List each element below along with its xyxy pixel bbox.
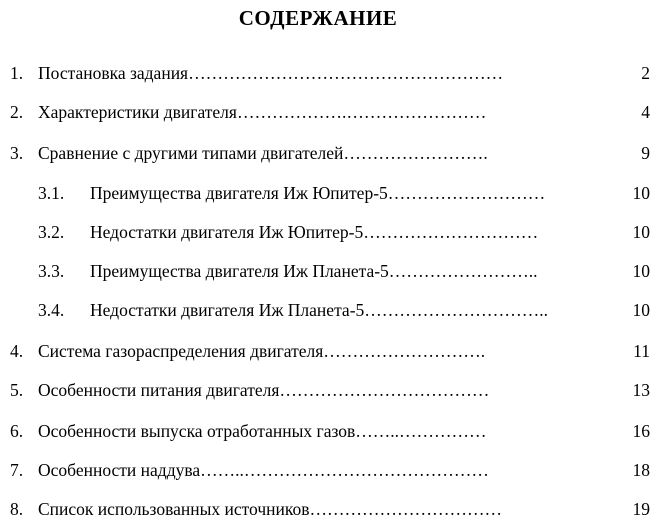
- toc-entry-number: 3.: [10, 143, 24, 163]
- toc-entry-number: 4.: [10, 341, 24, 361]
- toc-entry-page: 4: [641, 102, 650, 122]
- toc-entry-number: 6.: [10, 421, 24, 441]
- toc-entry-number: 7.: [10, 460, 24, 480]
- toc-entry-title: Недостатки двигателя Иж Юпитер-5…………………………: [90, 222, 539, 242]
- toc-entry-3-4: [0, 298, 666, 322]
- toc-entry-page: 10: [632, 300, 650, 320]
- toc-entry-2: [0, 100, 666, 124]
- page-title: СОДЕРЖАНИЕ: [238, 6, 398, 30]
- toc-entry-3: [0, 141, 666, 165]
- toc-entry-title: Преимущества двигателя Иж Юпитер-5………………………: [90, 183, 546, 203]
- toc-entry-page: 19: [632, 499, 650, 519]
- toc-entry-page: 2: [641, 63, 650, 83]
- toc-entry-number: 3.3.: [38, 261, 65, 281]
- toc-entry-title: Особенности питания двигателя………………………………: [38, 380, 490, 400]
- toc-entry-title: Недостатки двигателя Иж Планета-5…………………………..: [90, 300, 549, 320]
- toc-entry-page: 10: [632, 183, 650, 203]
- toc-entry-3-2: [0, 220, 666, 244]
- toc-entry-number: 5.: [10, 380, 24, 400]
- toc-entry-3-1: [0, 181, 666, 205]
- toc-entry-title: Система газораспределения двигателя……………………….: [38, 341, 486, 361]
- toc-entry-title: Преимущества двигателя Иж Планета-5……………………..: [90, 261, 538, 281]
- toc-entry-title: Особенности выпуска отработанных газов……..……………: [38, 421, 487, 441]
- toc-entry-title: Особенности наддува……..……………………………………: [38, 460, 489, 480]
- toc-entry-3-3: [0, 259, 666, 283]
- toc-entry-number: 8.: [10, 499, 24, 519]
- toc-entry-page: 9: [641, 143, 650, 163]
- toc-entry-page: 13: [632, 380, 650, 400]
- toc-entry-page: 11: [633, 341, 650, 361]
- toc-entry-number: 3.4.: [38, 300, 65, 320]
- toc-entry-title: Постановка задания………………………………………………: [38, 63, 504, 83]
- toc-entry-8: [0, 497, 666, 521]
- toc-entry-page: 10: [632, 222, 650, 242]
- toc-entry-7: [0, 458, 666, 482]
- toc-entry-5: [0, 378, 666, 402]
- toc-entry-4: [0, 339, 666, 363]
- toc-entry-title: Характеристики двигателя……………….……………………: [38, 102, 487, 122]
- toc-entry-page: 16: [632, 421, 650, 441]
- toc-entry-number: 2.: [10, 102, 24, 122]
- toc-entry-page: 10: [632, 261, 650, 281]
- toc-entry-number: 3.2.: [38, 222, 65, 242]
- toc-entry-title: Список использованных источников……………………………: [38, 499, 503, 519]
- toc-entry-number: 3.1.: [38, 183, 65, 203]
- toc-entry-1: [0, 61, 666, 85]
- toc-entry-title: Сравнение с другими типами двигателей…………………….: [38, 143, 488, 163]
- toc-entry-page: 18: [632, 460, 650, 480]
- toc-entry-6: [0, 419, 666, 443]
- toc-entry-number: 1.: [10, 63, 24, 83]
